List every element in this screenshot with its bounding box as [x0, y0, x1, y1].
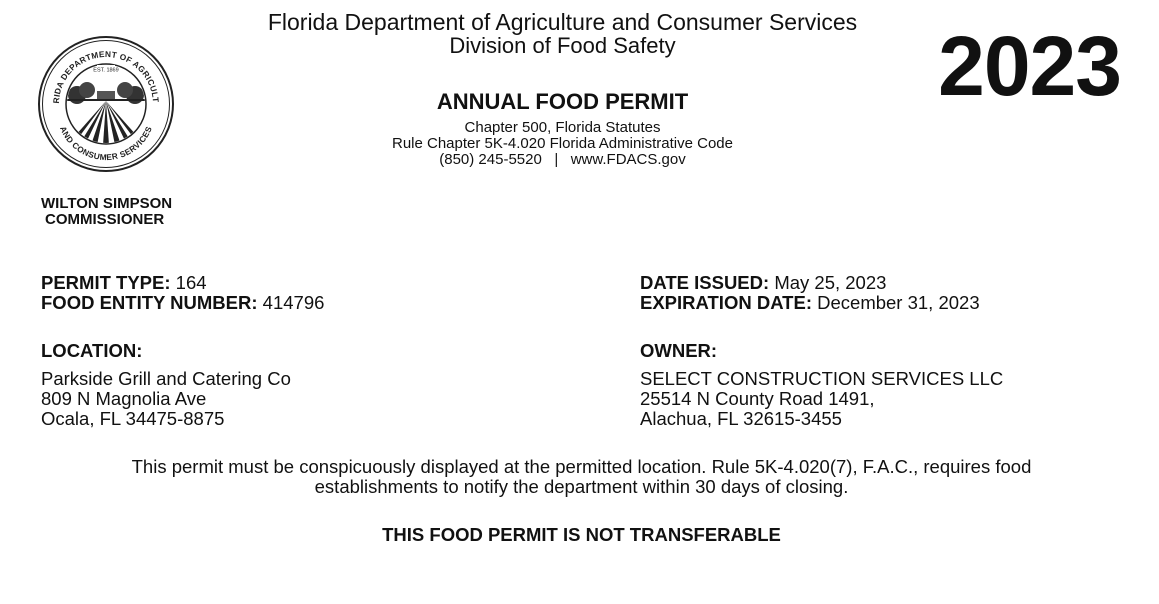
expiration-date-value: December 31, 2023 [817, 292, 980, 313]
permit-title: ANNUAL FOOD PERMIT [436, 89, 689, 114]
svg-text:AND CONSUMER SERVICES: AND CONSUMER SERVICES [58, 124, 154, 163]
permit-type-label: PERMIT TYPE: [41, 272, 171, 293]
display-notice [0, 457, 1159, 497]
department-title: Florida Department of Agriculture and Consumer Services [267, 9, 858, 35]
admin-code-reference: Rule Chapter 5K-4.020 Florida Administrative Code [391, 135, 733, 152]
location-street: 809 N Magnolia Ave [41, 388, 207, 409]
location-city: Ocala, FL 34475-8875 [41, 408, 225, 429]
svg-text:EST. 1869: EST. 1869 [93, 67, 119, 74]
location-address [41, 369, 291, 429]
owner-city: Alachua, FL 32615-3455 [640, 408, 842, 429]
non-transferable-notice: THIS FOOD PERMIT IS NOT TRANSFERABLE [382, 524, 781, 545]
permit-year: 2023 [938, 19, 1121, 113]
permit-type-value: 164 [175, 272, 207, 293]
commissioner-title: COMMISSIONER [45, 211, 165, 228]
statutes-reference: Chapter 500, Florida Statutes [464, 119, 661, 136]
owner-heading: OWNER: [640, 340, 718, 361]
expiration-date [640, 293, 980, 313]
division-title: Division of Food Safety [449, 33, 676, 58]
location-heading: LOCATION: [41, 340, 143, 361]
date-issued-label: DATE ISSUED: [640, 272, 770, 293]
contact-line: (850) 245-5520 | www.FDACS.gov [439, 151, 686, 168]
food-entity-number [41, 293, 324, 313]
display-notice-line-1: This permit must be conspicuously displayed at the permitted location. Rule 5K-4.020(7), F.A.C., requires food [131, 456, 1032, 477]
owner-name: SELECT CONSTRUCTION SERVICES LLC [640, 368, 1004, 389]
owner-address [640, 369, 1003, 429]
location-name: Parkside Grill and Catering Co [41, 368, 291, 389]
display-notice-line-2: establishments to notify the department within 30 days of closing. [314, 476, 849, 497]
food-entity-label: FOOD ENTITY NUMBER: [41, 292, 258, 313]
permit-type [41, 273, 207, 293]
svg-text:FLORIDA DEPARTMENT OF AGRICULT: RIDA DEPARTMENT OF AGRICULT [50, 48, 162, 104]
date-issued [640, 273, 886, 293]
commissioner-block [41, 196, 172, 228]
expiration-date-label: EXPIRATION DATE: [640, 292, 812, 313]
food-entity-value: 414796 [262, 292, 325, 313]
commissioner-name: WILTON SIMPSON [41, 195, 173, 212]
owner-street: 25514 N County Road 1491, [640, 388, 875, 409]
date-issued-value: May 25, 2023 [774, 272, 887, 293]
